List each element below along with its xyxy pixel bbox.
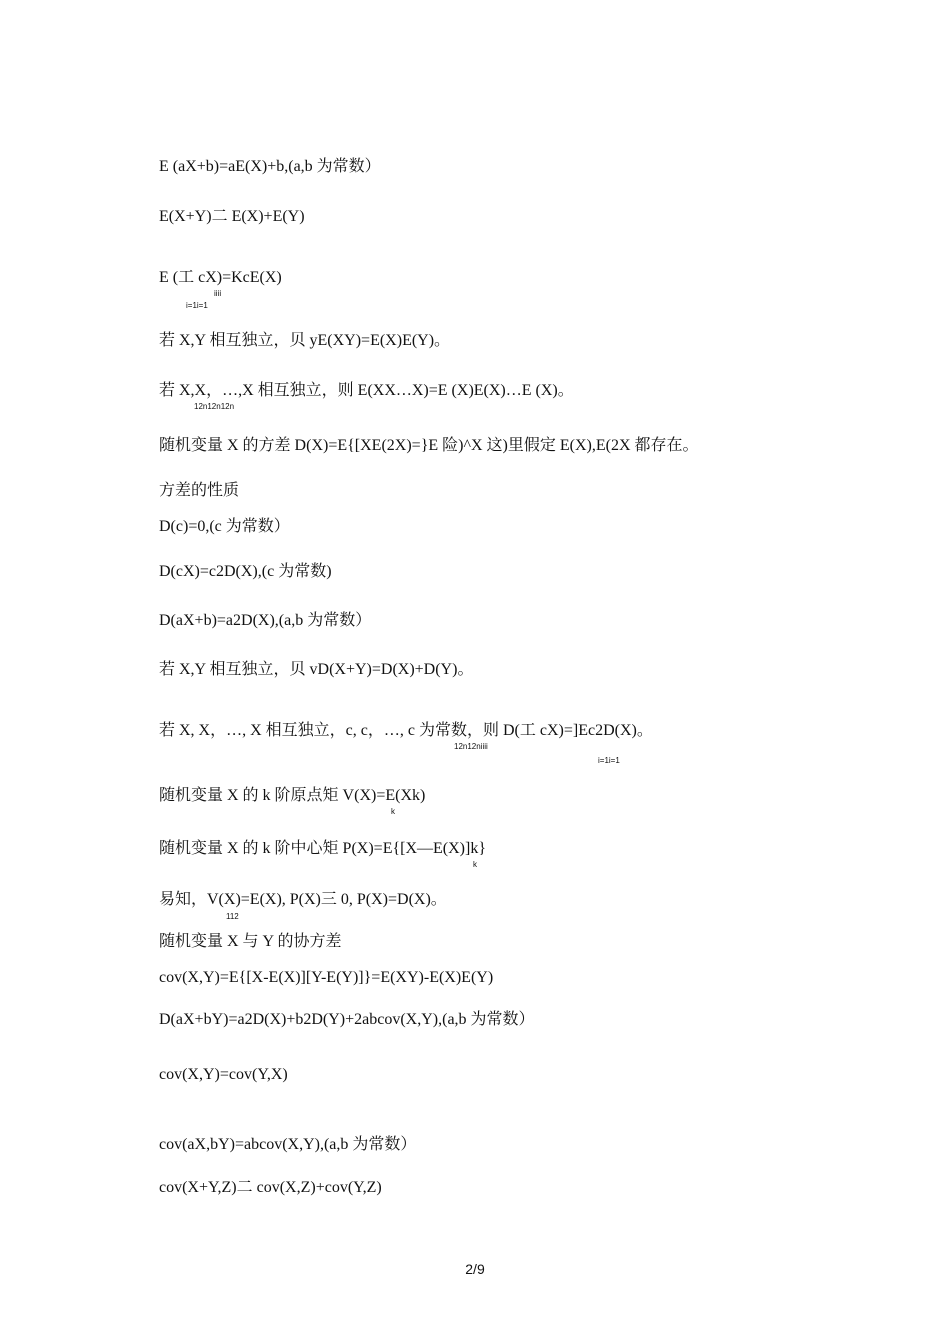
central-moment-definition: 随机变量 X 的 k 阶中心矩 P(X)=E{[X—E(X)]k}	[159, 840, 487, 857]
variance-properties-heading: 方差的性质	[159, 482, 240, 499]
formula-expectation-linear: E (aX+b)=aE(X)+b,(a,b 为常数）	[159, 158, 381, 175]
formula-covariance-additivity: cov(X+Y,Z)二 cov(X,Z)+cov(Y,Z)	[159, 1179, 382, 1196]
sum-upper-index: iiii	[214, 289, 222, 298]
variance-definition: 随机变量 X 的方差 D(X)=E{[XE(2X)=}E 险)^X 这)里假定 E(X),E(2X 都存在。	[159, 437, 699, 454]
sum-limits: i=1i=1	[598, 756, 620, 765]
formula-variance-linear-combination: D(aX+bY)=a2D(X)+b2D(Y)+2abcov(X,Y),(a,b 为常数）	[159, 1011, 535, 1028]
covariance-definition: cov(X,Y)=E{[X-E(X)][Y-E(Y)]}=E(XY)-E(X)E(Y)	[159, 969, 494, 986]
formula-expectation-weighted-sum: E (工 cX)=KcE(X)	[159, 269, 282, 286]
formula-covariance-scaling: cov(aX,bY)=abcov(X,Y),(a,b 为常数）	[159, 1136, 417, 1153]
raw-moment-index: k	[391, 807, 395, 816]
formula-variance-weighted-sum: 若 X, X，…, X 相互独立，c, c，…, c 为常数，则 D(工 cX)=]Ec2D(X)。	[159, 722, 653, 739]
page-number: 2/9	[465, 1261, 485, 1277]
sum-lower-index: i=1i=1	[186, 301, 208, 310]
formula-variance-independent-sum: 若 X,Y 相互独立，贝 vD(X+Y)=D(X)+D(Y)。	[159, 661, 474, 678]
formula-variance-constant: D(c)=0,(c 为常数）	[159, 518, 290, 535]
formula-variance-scaled: D(cX)=c2D(X),(c 为常数)	[159, 563, 332, 580]
central-moment-index: k	[473, 860, 477, 869]
formula-expectation-sum: E(X+Y)二 E(X)+E(Y)	[159, 208, 305, 225]
raw-moment-definition: 随机变量 X 的 k 阶原点矩 V(X)=E(Xk)	[159, 787, 426, 804]
formula-n-independent-product: 若 X,X，…,X 相互独立，则 E(XX…X)=E (X)E(X)…E (X)。	[159, 382, 574, 399]
moment-identity-indices: 112	[226, 912, 239, 921]
independent-indices: 12n12n12n	[194, 402, 235, 411]
constant-indices: 12n12niiii	[454, 742, 488, 751]
formula-variance-affine: D(aX+b)=a2D(X),(a,b 为常数）	[159, 612, 372, 629]
covariance-heading: 随机变量 X 与 Y 的协方差	[159, 933, 342, 950]
formula-covariance-symmetry: cov(X,Y)=cov(Y,X)	[159, 1066, 288, 1083]
moment-identities: 易知，V(X)=E(X), P(X)三 0, P(X)=D(X)。	[159, 891, 447, 908]
formula-independent-product: 若 X,Y 相互独立，贝 yE(XY)=E(X)E(Y)。	[159, 332, 451, 349]
